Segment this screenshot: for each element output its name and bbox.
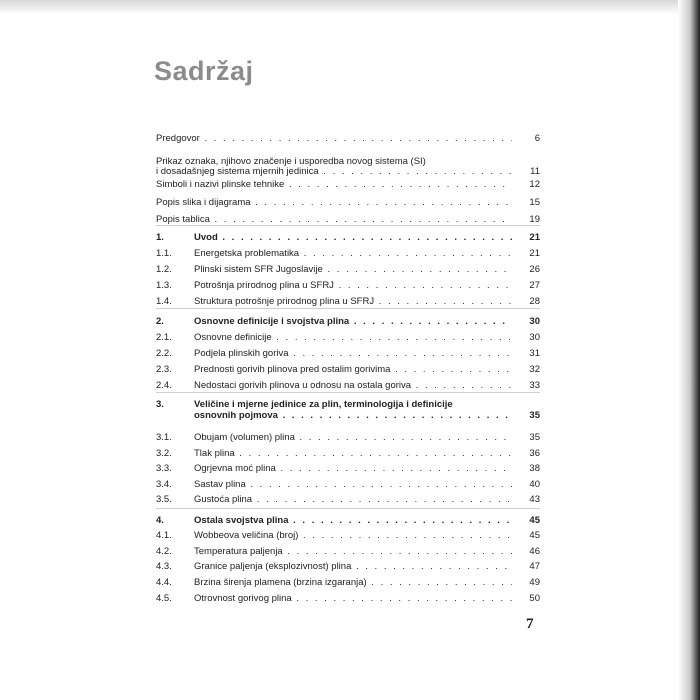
toc-entry-text: Temperatura paljenja . . .: [194, 546, 512, 557]
toc-entry-number: 3.1.: [156, 432, 172, 443]
toc-entry-number: 2.3.: [156, 364, 172, 375]
toc-entry-text: Obujam (volumen) plina . . .: [194, 432, 512, 443]
toc-entry-page: 50: [529, 593, 540, 604]
toc-entry-number: 4.1.: [156, 530, 172, 541]
toc-entry-text: Prednosti gorivih plinova pred ostalim gorivima . . .: [194, 364, 512, 375]
toc-entry-page: 43: [529, 494, 540, 505]
toc-entry-page: 11: [530, 166, 540, 177]
toc-entry-page: 15: [529, 197, 540, 208]
toc-entry-text: Granice paljenja (eksplozivnost) plina . . .: [194, 561, 512, 572]
toc-entry-text: Plinski sistem SFR Jugoslavije . . .: [194, 264, 512, 275]
toc-entry-page: 12: [529, 179, 540, 190]
toc-entry-page: 26: [529, 264, 540, 275]
toc-entry-page: 46: [529, 546, 540, 557]
toc-entry-number: 3.2.: [156, 448, 172, 459]
toc-entry-page: 45: [529, 515, 540, 526]
toc-entry-number: 2.4.: [156, 380, 172, 391]
toc-entry-number: 1.2.: [156, 264, 172, 275]
section-divider: [156, 508, 540, 509]
toc-entry-number: 4.5.: [156, 593, 172, 604]
toc-entry-number: 1.4.: [156, 296, 172, 307]
toc-section-title: Ostala svojstva plina . . .: [194, 515, 512, 526]
toc-entry-number: 3.4.: [156, 479, 172, 490]
toc-entry-page: 19: [529, 214, 540, 225]
toc-entry-text: Potrošnja prirodnog plina u SFRJ . . .: [194, 280, 512, 291]
toc-entry-text: Sastav plina . . .: [194, 479, 512, 490]
toc-entry-text: Popis slika i dijagrama . . .: [156, 197, 512, 208]
toc-entry-text: Osnovne definicije . . .: [194, 332, 512, 343]
toc-entry-number: 1.1.: [156, 248, 172, 259]
toc-entry-page: 30: [529, 316, 540, 327]
toc-section-title: Osnovne definicije i svojstva plina . . .: [194, 316, 512, 327]
toc-entry-number: 2.2.: [156, 348, 172, 359]
toc-entry-text: Brzina širenja plamena (brzina izgaranja) . . .: [194, 577, 512, 588]
toc-entry-page: 35: [529, 432, 540, 443]
toc-entry-text: Tlak plina . . .: [194, 448, 512, 459]
toc-entry-text: Podjela plinskih goriva . . .: [194, 348, 512, 359]
toc-entry-text: Gustoća plina . . .: [194, 494, 512, 505]
toc-entry-text: Predgovor . . .: [156, 133, 512, 144]
section-divider: [156, 308, 540, 309]
toc-section-number: 1.: [156, 232, 164, 243]
toc-section-title: Uvod . . .: [194, 232, 512, 243]
toc-entry-page: 28: [529, 296, 540, 307]
toc-entry-page: 45: [529, 530, 540, 541]
page-title: Sadržaj: [154, 56, 254, 86]
toc-entry-text: Struktura potrošnje prirodnog plina u SFRJ . . .: [194, 296, 512, 307]
toc-section-title-continued: osnovnih pojmova . . .: [194, 410, 512, 421]
toc-entry-text: Popis tablica . . .: [156, 214, 512, 225]
toc-entry-number: 3.3.: [156, 463, 172, 474]
toc-entry-page: 6: [534, 133, 540, 144]
toc-entry-page: 47: [529, 561, 540, 572]
toc-entry-text-continued: i dosadašnjeg sistema mjernih jedinica . . .: [156, 166, 512, 177]
toc-entry-page: 32: [529, 364, 540, 375]
toc-section-number: 3.: [156, 399, 164, 410]
toc-entry-page: 27: [529, 280, 540, 291]
toc-entry-page: 21: [529, 232, 540, 243]
toc-entry-page: 35: [529, 410, 540, 421]
toc-entry-text: Wobbeova veličina (broj) . . .: [194, 530, 512, 541]
toc-entry-page: 33: [529, 380, 540, 391]
toc-entry-page: 49: [529, 577, 540, 588]
section-divider: [156, 392, 540, 393]
toc-entry-page: 30: [529, 332, 540, 343]
toc-entry-number: 1.3.: [156, 280, 172, 291]
toc-entry-number: 4.4.: [156, 577, 172, 588]
toc-entry-text: Prikaz oznaka, njihovo značenje i usporedba novog sistema (SI): [156, 156, 426, 167]
toc-entry-number: 2.1.: [156, 332, 172, 343]
toc-entry-page: 40: [529, 479, 540, 490]
toc-entry-page: 36: [529, 448, 540, 459]
toc-entry-text: Simboli i nazivi plinske tehnike . . .: [156, 179, 512, 190]
toc-entry-text: Ogrjevna moć plina . . .: [194, 463, 512, 474]
page-number: 7: [526, 616, 534, 632]
toc-entry-page: 21: [529, 248, 540, 259]
section-divider: [156, 225, 540, 226]
toc-entry-text: Nedostaci gorivih plinova u odnosu na ostala goriva . . .: [194, 380, 512, 391]
toc-section-number: 2.: [156, 316, 164, 327]
toc-entry-page: 38: [529, 463, 540, 474]
toc-entry-text: Otrovnost gorivog plina . . .: [194, 593, 512, 604]
toc-section-number: 4.: [156, 515, 164, 526]
toc-entry-number: 3.5.: [156, 494, 172, 505]
toc-section-title: Veličine i mjerne jedinice za plin, terminologija i definicije: [194, 399, 453, 410]
toc-entry-text: Energetska problematika . . .: [194, 248, 512, 259]
toc-entry-number: 4.2.: [156, 546, 172, 557]
toc-entry-number: 4.3.: [156, 561, 172, 572]
toc-entry-page: 31: [529, 348, 540, 359]
